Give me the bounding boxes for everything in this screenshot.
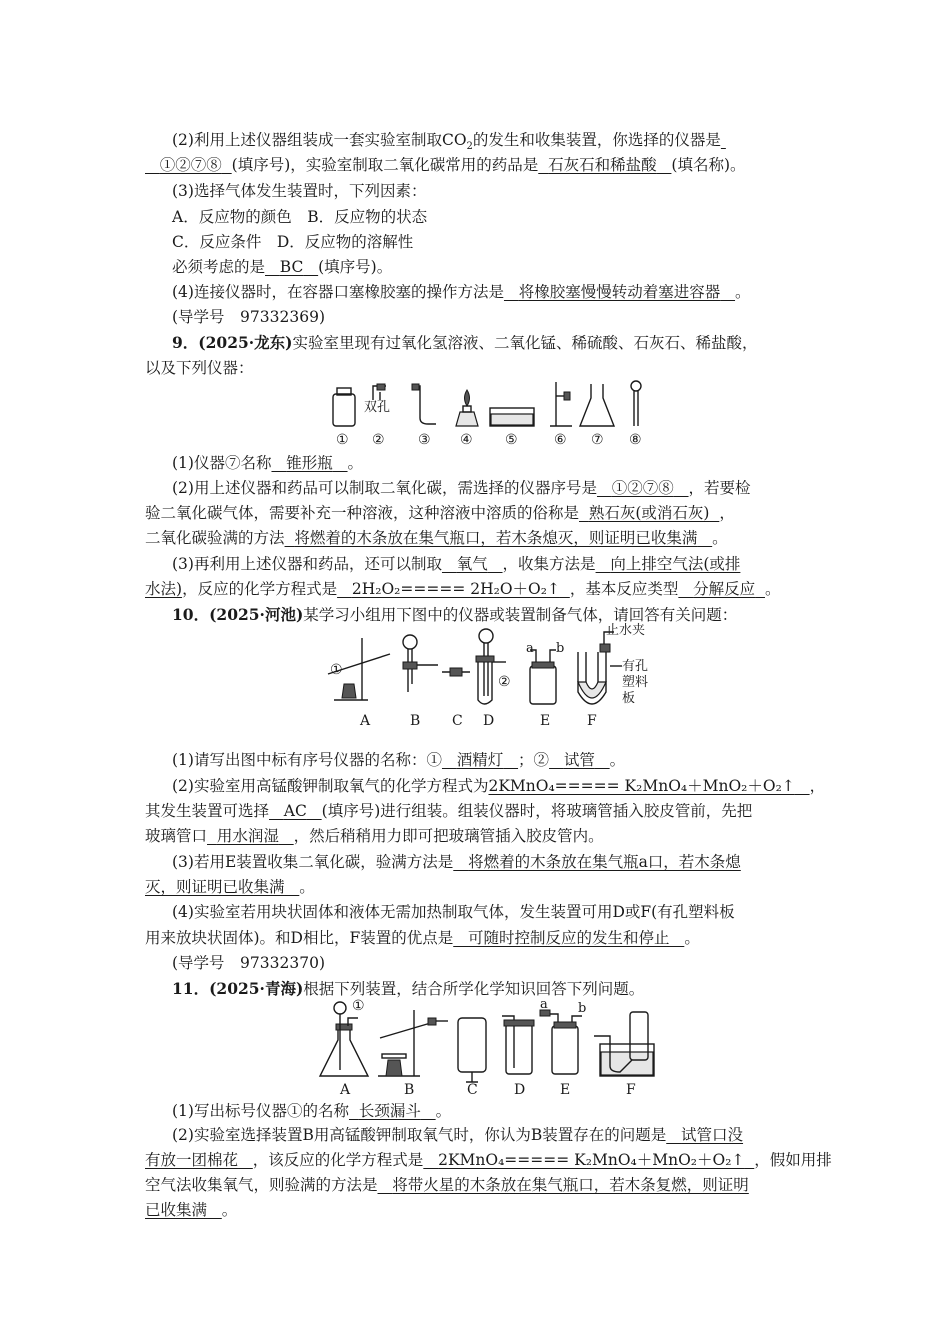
q10-part2-line2 bbox=[145, 800, 752, 822]
q10-apparatus-figure bbox=[320, 622, 670, 732]
q10-guide-number: (导学号 97332370) bbox=[172, 954, 325, 972]
answer-blank: 熟石灰(或消石灰) bbox=[588, 504, 710, 522]
source-tag: (2025·青海) bbox=[209, 979, 304, 998]
answer-blank: 灭，则证明已收集满 bbox=[145, 878, 285, 896]
text: (2)用上述仪器和药品可以制取二氧化碳，需选择的仪器序号是 bbox=[172, 479, 597, 497]
conical-flask-icon bbox=[580, 384, 614, 426]
answer-blank: 氧气 bbox=[456, 555, 488, 573]
water-trough-icon bbox=[490, 408, 534, 426]
text: (填序号)进行组装。组装仪器时，将玻璃管插入胶皮管前，先把 bbox=[321, 802, 753, 820]
q11-part1-line bbox=[172, 1100, 451, 1122]
text: 其发生装置可选择 bbox=[145, 802, 270, 820]
mark-1: ① bbox=[330, 662, 343, 678]
funnel-icon bbox=[631, 381, 641, 426]
label-f: F bbox=[587, 713, 597, 729]
answer-blank: ①②⑦⑧ bbox=[159, 156, 222, 174]
answer-blank: 试管口没 bbox=[681, 1126, 744, 1144]
q10-part1-line bbox=[172, 749, 625, 771]
q10-part4-line1: (4)实验室若用块状固体和液体无需加热制取气体，发生装置可用D或F(有孔塑料板 bbox=[172, 903, 735, 921]
q10-part2-line1 bbox=[172, 775, 825, 797]
q9-part2-line2 bbox=[145, 502, 735, 524]
text: 玻璃管口 bbox=[145, 827, 208, 845]
label-a: A bbox=[340, 1082, 351, 1098]
text: (2)实验室选择装置B用高锰酸钾制取氧气时，你认为B装置存在的问题是 bbox=[172, 1126, 667, 1144]
label-b: B bbox=[404, 1082, 415, 1098]
q11-part2-line3 bbox=[145, 1174, 749, 1196]
apparatus-c-icon bbox=[458, 1018, 486, 1082]
text: 。 bbox=[435, 1102, 452, 1120]
label-8: ⑧ bbox=[629, 432, 642, 448]
answer-blank: 分解反应 bbox=[693, 580, 756, 598]
text: (4)连接仪器时，在容器口塞橡胶塞的操作方法是 bbox=[172, 283, 504, 301]
source-tag: (2025·龙东) bbox=[198, 333, 293, 352]
port-a: a bbox=[526, 641, 534, 656]
answer-blank: 水法) bbox=[145, 580, 183, 598]
apparatus-e-icon bbox=[540, 997, 586, 1074]
answer-blank: 用水润湿 bbox=[216, 827, 279, 845]
q8-options-cd: C．反应条件 D．反应物的溶解性 bbox=[172, 233, 414, 251]
answer-blank: ①②⑦⑧ bbox=[611, 479, 674, 497]
mark-1: ① bbox=[352, 998, 365, 1014]
text: ，反应的化学方程式是 bbox=[182, 580, 338, 598]
label-7: ⑦ bbox=[591, 432, 604, 448]
answer-blank: BC bbox=[279, 258, 304, 276]
answer-blank: 已收集满 bbox=[145, 1201, 208, 1219]
text: 的发生和收集装置，你选择的仪器是 bbox=[472, 131, 721, 149]
q8-part4-line bbox=[172, 281, 751, 303]
reagent-bottle-icon bbox=[333, 388, 355, 426]
label-5: ⑤ bbox=[505, 432, 518, 448]
label-e: E bbox=[540, 713, 551, 729]
equation-blank: 2H₂O₂===== 2H₂O＋O₂↑ bbox=[351, 580, 560, 598]
label-d: D bbox=[514, 1082, 526, 1098]
q9-part3-line1 bbox=[172, 553, 740, 575]
label-e: E bbox=[560, 1082, 571, 1098]
text: ；② bbox=[518, 751, 550, 769]
port-a: a bbox=[540, 997, 548, 1012]
clamp-label: 止水夹 bbox=[606, 623, 646, 638]
plate-label-3: 板 bbox=[622, 691, 636, 706]
text: 某学习小组用下图中的仪器或装置制备气体，请回答有关问题： bbox=[303, 606, 738, 624]
alcohol-lamp-icon bbox=[456, 390, 478, 426]
text: 。 bbox=[764, 580, 781, 598]
port-b: b bbox=[556, 641, 565, 656]
text: (3)若用E装置收集二氧化碳，验满方法是 bbox=[172, 853, 454, 871]
answer-blank: AC bbox=[283, 802, 307, 820]
label-1: ① bbox=[336, 432, 349, 448]
q8-guide-number: (导学号 97332369) bbox=[172, 308, 325, 326]
text: 。 bbox=[712, 529, 728, 547]
q11-part2-line2 bbox=[145, 1149, 832, 1171]
answer-blank: 将带火星的木条放在集气瓶口，若木条复燃，则证明 bbox=[392, 1176, 749, 1194]
label-4: ④ bbox=[460, 432, 473, 448]
answer-blank: 石灰石和稀盐酸 bbox=[548, 156, 657, 174]
q10-part4-line2 bbox=[145, 927, 700, 949]
equation-blank: 2KMnO₄===== K₂MnO₄＋MnO₂＋O₂↑ bbox=[438, 1151, 745, 1169]
text: 必须考虑的是 bbox=[172, 258, 266, 276]
double-hole-text: 双孔 bbox=[364, 400, 391, 415]
answer-blank: 向上排空气法(或排 bbox=[610, 555, 741, 573]
port-b: b bbox=[578, 1001, 587, 1016]
q10-part2-line3 bbox=[145, 825, 604, 847]
text: (填名称)。 bbox=[671, 156, 746, 174]
plate-label-2: 塑料 bbox=[622, 675, 649, 690]
text: (2)实验室用高锰酸钾制取氧气的化学方程式为 bbox=[172, 777, 489, 795]
answer-blank: 试管 bbox=[563, 751, 595, 769]
text: 。 bbox=[609, 751, 626, 769]
text: (3)再利用上述仪器和药品，还可以制取 bbox=[172, 555, 442, 573]
apparatus-a-icon bbox=[328, 638, 390, 700]
text: 根据下列装置，结合所学化学知识回答下列问题。 bbox=[303, 980, 645, 998]
text: ，若要检 bbox=[688, 479, 751, 497]
text: 。 bbox=[684, 929, 700, 947]
answer-blank: 锥形瓶 bbox=[286, 454, 333, 472]
double-hole-stopper-icon bbox=[364, 384, 390, 415]
apparatus-b-icon bbox=[403, 635, 438, 692]
q9-stem-line1 bbox=[172, 332, 758, 354]
label-f: F bbox=[626, 1082, 636, 1098]
label-a: A bbox=[360, 713, 371, 729]
apparatus-c-icon bbox=[442, 668, 470, 676]
mark-2: ② bbox=[498, 674, 511, 690]
answer-blank: 酒精灯 bbox=[456, 751, 504, 769]
q9-part2-line1 bbox=[172, 477, 751, 499]
answer-blank: 长颈漏斗 bbox=[358, 1102, 421, 1120]
label-c: C bbox=[452, 713, 463, 729]
answer-blank: 将燃着的木条放在集气瓶a口，若木条熄 bbox=[468, 853, 741, 871]
equation-blank: 2KMnO₄===== K₂MnO₄＋MnO₂＋O₂↑ bbox=[488, 777, 795, 795]
q11-apparatus-figure bbox=[310, 996, 670, 1098]
text: 二氧化碳验满的方法 bbox=[145, 529, 285, 547]
label-b: B bbox=[410, 713, 421, 729]
q9-instruments-figure bbox=[328, 378, 658, 448]
text: 。 bbox=[221, 1201, 238, 1219]
text: (1)请写出图中标有序号仪器的名称：① bbox=[172, 751, 442, 769]
label-6: ⑥ bbox=[554, 432, 567, 448]
q11-part2-line1 bbox=[172, 1124, 743, 1146]
text: ，收集方法是 bbox=[502, 555, 596, 573]
text: 。 bbox=[735, 283, 751, 301]
apparatus-b-icon bbox=[378, 1010, 448, 1076]
q8-part2-line2 bbox=[145, 154, 746, 176]
q11-part2-line4 bbox=[145, 1199, 237, 1221]
label-d: D bbox=[483, 713, 495, 729]
text: (1)仪器⑦名称 bbox=[172, 454, 272, 472]
text: (1)写出标号仪器①的名称 bbox=[172, 1102, 349, 1120]
text: (填序号)。 bbox=[318, 258, 393, 276]
text: ，基本反应类型 bbox=[569, 580, 679, 598]
apparatus-f-icon bbox=[578, 622, 648, 706]
q8-options-ab: A．反应物的颜色 B．反应物的状态 bbox=[172, 208, 428, 226]
iron-stand-icon bbox=[550, 382, 572, 426]
text: ，假如用排 bbox=[754, 1151, 832, 1169]
label-3: ③ bbox=[418, 432, 431, 448]
q9-part3-line2 bbox=[145, 578, 781, 600]
label-2: ② bbox=[372, 432, 385, 448]
question-number: 11． bbox=[172, 979, 210, 998]
apparatus-d-icon bbox=[502, 1016, 534, 1074]
text: ，该反应的化学方程式是 bbox=[252, 1151, 424, 1169]
text: (填序号)，实验室制取二氧化碳常用的药品是 bbox=[231, 156, 539, 174]
q10-part3-line1 bbox=[172, 851, 741, 873]
label-c: C bbox=[467, 1082, 478, 1098]
q9-part2-line3 bbox=[145, 527, 728, 549]
q9-part1-line bbox=[172, 452, 363, 474]
subscript: 2 bbox=[466, 141, 473, 153]
q10-part3-line2 bbox=[145, 876, 315, 898]
text: ， bbox=[719, 504, 735, 522]
text: ，然后稍稍用力即可把玻璃管插入胶皮管内。 bbox=[293, 827, 604, 845]
q8-part3-answer-line bbox=[172, 256, 392, 278]
answer-blank: 有放一团棉花 bbox=[145, 1151, 239, 1169]
answer-blank: 将橡胶塞慢慢转动着塞进容器 bbox=[518, 283, 721, 301]
text: (2)利用上述仪器组装成一套实验室制取CO bbox=[172, 131, 467, 149]
answer-blank: 将燃着的木条放在集气瓶口，若木条熄灭，则证明已收集满 bbox=[294, 529, 698, 547]
apparatus-f-icon bbox=[594, 1012, 654, 1076]
text: 。 bbox=[347, 454, 364, 472]
apparatus-d-icon bbox=[476, 629, 511, 704]
answer-blank: 可随时控制反应的发生和停止 bbox=[468, 929, 670, 947]
text: 实验室里现有过氧化氢溶液、二氧化锰、稀硫酸、石灰石、稀盐酸， bbox=[292, 334, 758, 352]
question-number: 10． bbox=[172, 605, 210, 624]
apparatus-e-icon bbox=[526, 641, 564, 704]
text: 验二氧化碳气体，需要补充一种溶液，这种溶液中溶质的俗称是 bbox=[145, 504, 580, 522]
text: ， bbox=[809, 777, 826, 795]
q9-stem-line2: 以及下列仪器： bbox=[145, 359, 254, 377]
text: 空气法收集氧气，则验满的方法是 bbox=[145, 1176, 378, 1194]
q8-part3-stem: (3)选择气体发生装置时，下列因素： bbox=[172, 182, 427, 200]
bent-tube-icon bbox=[412, 384, 436, 424]
question-number: 9． bbox=[172, 333, 199, 352]
source-tag: (2025·河池) bbox=[209, 605, 304, 624]
text: 。 bbox=[299, 878, 315, 896]
text: 用来放块状固体)。和D相比，F装置的优点是 bbox=[145, 929, 454, 947]
apparatus-a-icon bbox=[320, 998, 368, 1076]
plate-label-1: 有孔 bbox=[622, 659, 649, 674]
